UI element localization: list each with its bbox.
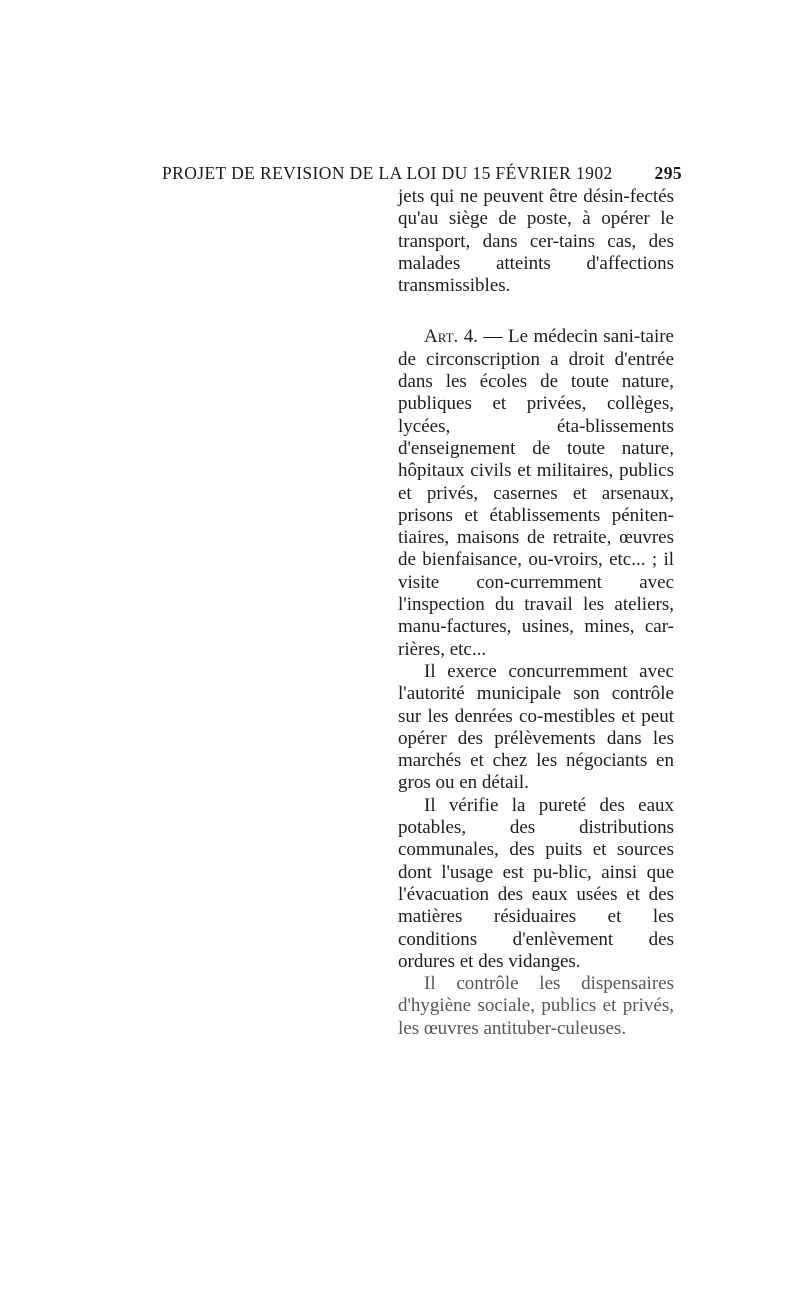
continuation-paragraph: jets qui ne peuvent être désin-fectés qu'au siège de poste, à opérer le transport, dans cer-tains cas, des malades atteints d'affections transmissibles. <box>398 186 674 297</box>
paragraph-denrees: Il exerce concurremment avec l'autorité municipale son contrôle sur les denrées co-mestibles et peut opérer des prélèvements dans les marchés et chez les négociants en gros ou en détail. <box>398 660 674 794</box>
paragraph-dispensaires: Il contrôle les dispensaires d'hygiène sociale, publics et privés, les œuvres antituber-culeuses. <box>398 973 674 1039</box>
page-number: 295 <box>654 163 682 183</box>
article-text: — Le médecin sani-taire de circonscription a droit d'entrée dans les écoles de toute nature, publiques et privées, collèges, lycées, éta-blissements d'enseignement de toute nature, hôpitaux civils et militaires, publics et privés, casernes et arsenaux, prisons et établissements péniten-tiaires, maisons de retraite, œuvres de bienfaisance, ou-vroirs, etc... ; il visite con-curremment avec l'inspection du travail les ateliers, manu-factures, usines, mines, car-rières, etc... <box>398 326 674 660</box>
article-4-paragraph <box>398 326 674 660</box>
article-label: Art. 4. <box>424 326 479 348</box>
text-column <box>398 186 674 1040</box>
paragraph-eaux: Il vérifie la pureté des eaux potables, des distributions communales, des puits et sources dont l'usage est pu-blic, ainsi que l'évacuation des eaux usées et des matières résiduaires et les conditions d'enlèvement des ordures et des vidanges. <box>398 794 674 972</box>
running-head <box>162 163 682 187</box>
running-head-title: PROJET DE REVISION DE LA LOI DU 15 FÉVRIER 1902 <box>162 163 613 183</box>
